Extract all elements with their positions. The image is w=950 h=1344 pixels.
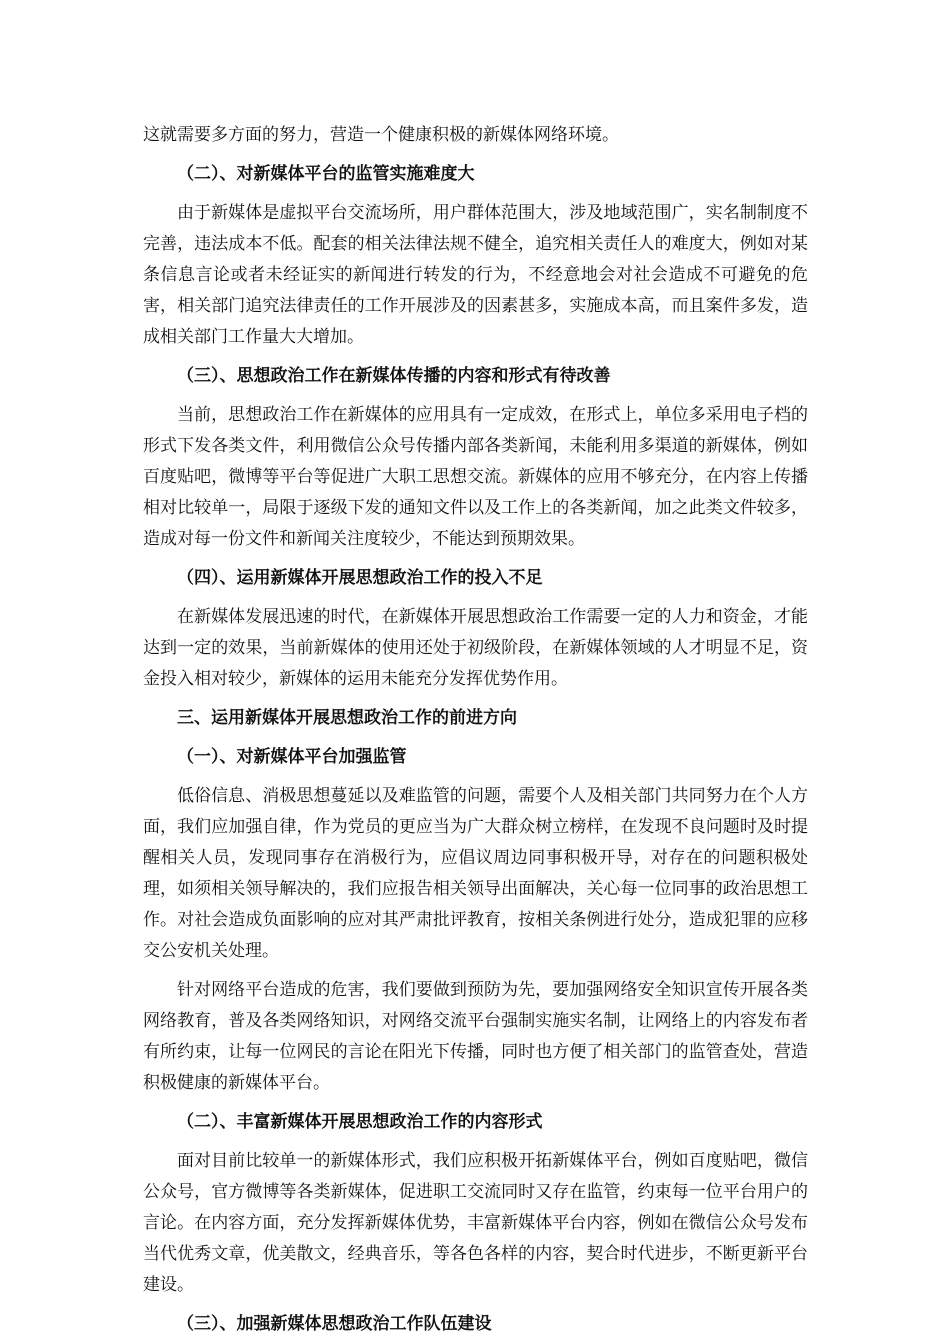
section-heading-3-2: （二）、丰富新媒体开展思想政治工作的内容形式	[177, 1112, 543, 1132]
paragraph-6: 在新媒体发展迅速的时代，在新媒体开展思想政治工作需要一定的人力和资金，才能达到一定的效果，当前新媒体的使用还处于初级阶段，在新媒体领域的人才明显不足，资金投入相对较少，新媒体的运用未能充分发挥优势作用。	[143, 607, 808, 689]
paragraph-2: 由于新媒体是虚拟平台交流场所，用户群体范围大，涉及地域范围广，实名制制度不完善，违法成本不低。配套的相关法律法规不健全，追究相关责任人的难度大，例如对某条信息言论或者未经证实的新闻进行转发的行为，不经意地会对社会造成不可避免的危害，相关部门追究法律责任的工作开展涉及的因素甚多，实施成本高，而且案件多发，造成相关部门工作量大大增加。	[143, 203, 808, 347]
paragraph-10: 针对网络平台造成的危害，我们要做到预防为先，要加强网络安全知识宣传开展各类网络教育，普及各类网络知识，对网络交流平台强制实施实名制，让网络上的内容发布者有所约束，让每一位网民的言论在阳光下传播，同时也方便了相关部门的监管查处，营造积极健康的新媒体平台。	[143, 980, 808, 1093]
section-heading-3-3: （三）、加强新媒体思想政治工作队伍建设	[177, 1314, 492, 1334]
section-heading-2-4: （四）、运用新媒体开展思想政治工作的投入不足	[177, 568, 543, 588]
paragraph-0: 这就需要多方面的努力，营造一个健康积极的新媒体网络环境。	[143, 125, 619, 145]
paragraph-9: 低俗信息、消极思想蔓延以及难监管的问题，需要个人及相关部门共同努力在个人方面，我们应加强自律，作为党员的更应当为广大群众树立榜样，在发现不良问题时及时提醒相关人员，发现同事存在消极行为，应倡议周边同事积极开导，对存在的问题积极处理，如须相关领导解决的，我们应报告相关领导出面解决，关心每一位同事的政治思想工作。对社会造成负面影响的应对其严肃批评教育，按相关条例进行处分，造成犯罪的应移交公安机关处理。	[143, 786, 808, 961]
paragraph-4: 当前，思想政治工作在新媒体的应用具有一定成效，在形式上，单位多采用电子档的形式下发各类文件，利用微信公众号传播内部各类新闻，未能利用多渠道的新媒体，例如百度贴吧，微博等平台等促进广大职工思想交流。新媒体的应用不够充分，在内容上传播相对比较单一，局限于逐级下发的通知文件以及工作上的各类新闻，加之此类文件较多，造成对每一份文件和新闻关注度较少，不能达到预期效果。	[143, 405, 808, 549]
section-heading-2-3: （三）、思想政治工作在新媒体传播的内容和形式有待改善	[177, 366, 611, 386]
section-heading-3: 三、运用新媒体开展思想政治工作的前进方向	[177, 708, 517, 728]
paragraph-12: 面对目前比较单一的新媒体形式，我们应积极开拓新媒体平台，例如百度贴吧，微信公众号，官方微博等各类新媒体，促进职工交流同时又存在监管，约束每一位平台用户的言论。在内容方面，充分发挥新媒体优势，丰富新媒体平台内容，例如在微信公众号发布当代优秀文章，优美散文，经典音乐，等各色各样的内容，契合时代进步，不断更新平台建设。	[143, 1151, 808, 1295]
document-page	[143, 120, 808, 1340]
section-heading-3-1: （一）、对新媒体平台加强监管	[177, 747, 407, 767]
section-heading-2-2: （二）、对新媒体平台的监管实施难度大	[177, 164, 475, 184]
